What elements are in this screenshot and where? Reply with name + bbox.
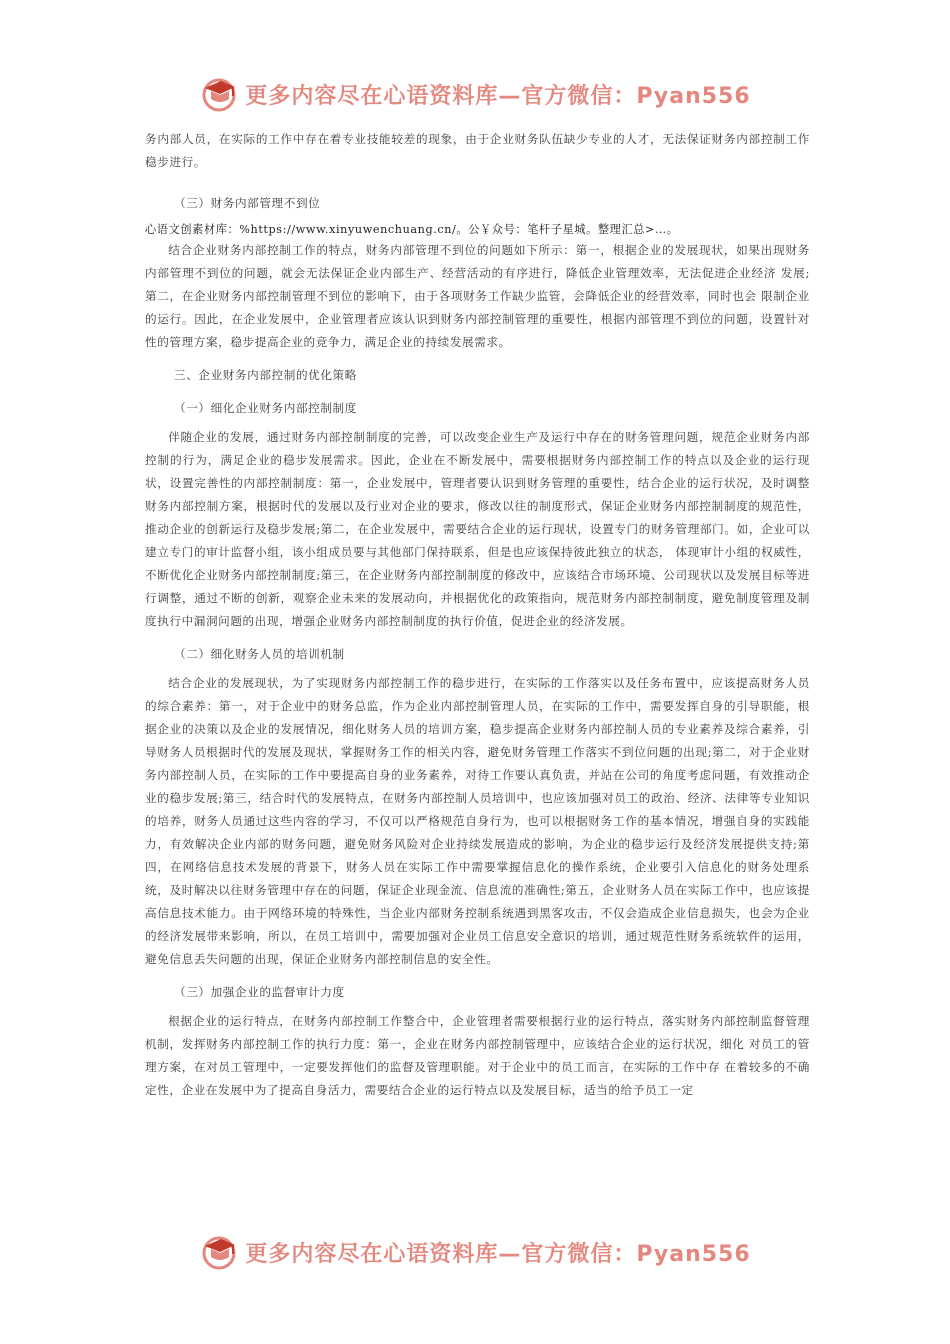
section-heading: （一）细化企业财务内部控制制度 (174, 401, 357, 415)
paragraph: 结合企业财务内部控制工作的特点，财务内部管理不到位的问题如下所示：第一，根据企业的发展现状，如果出现财务内部管理不到位的问题，就会无法保证企业内部生产、经营活动的有序进行，降低企业管理效率，无法促进企业经济 发展;第二，在企业财务内部控制管理不到位的影响下，由于各项财务工作缺少监管，会降低企业的经营效率，同时也会 限制企业的运行。因此，在企业发展中，企业管理者应该认识到财务内部控制管理的重要性，根据内部管理不到位的问题，设置针对性的管理方案，稳步提高企业的竞争力，满足企业的持续发展需求。 (145, 243, 810, 349)
paragraph: 结合企业的发展现状，为了实现财务内部控制工作的稳步进行，在实际的工作落实以及任务布置中，应该提高财务人员的综合素养：第一，对于企业中的财务总监，作为企业内部控制管理人员，在实际的工作中，需要发挥自身的引导职能，根据企业的决策以及企业的发展情况，细化财务人员的培训方案，稳步提高企业财务内部控制人员的专业素养及综合素养，引导财务人员根据时代的发展及现状，掌握财务工作的相关内容，避免财务管理工作落实不到位问题的出现;第二，对于企业财务内部控制人员，在实际的工作中要提高自身的业务素养，对待工作要认真负责，并站在公司的角度考虑问题，有效推动企业的稳步发展;第三，结合时代的发展特点，在财务内部控制人员培训中，也应该加强对员工的政治、经济、法律等专业知识的培养，财务人员通过这些内容的学习，不仅可以严格规范自身行为，也可以根据财务工作的基本情况，增强自身的实践能力，有效解决企业内部的财务问题，避免财务风险对企业持续发展造成的影响，为企业的稳步运行及经济发展提供支持;第四，在网络信息技术发展的背景下，财务人员在实际工作中需要掌握信息化的操作系统，企业要引入信息化的财务处理系统，及时解决以往财务管理中存在的问题，保证企业现金流、信息流的准确性;第五，企业财务人员在实际工作中，也应该提高信息技术能力。由于网络环境的特殊性，当企业内部财务控制系统遇到黑客攻击，不仅会造成企业信息损失，也会为企业的经济发展带来影响，所以，在员工培训中，需要加强对企业员工信息安全意识的培训，通过规范性财务系统软件的运用，避免信息丢失问题的出现，保证企业财务内部控制信息的安全性。 (145, 676, 810, 966)
section-heading: （二）细化财务人员的培训机制 (174, 647, 345, 661)
banner-text: 更多内容尽在心语资料库—官方微信：Pyan556 (245, 83, 751, 109)
mortarboard-logo-icon (199, 74, 239, 114)
document-body (145, 128, 810, 1102)
section-heading: （三）财务内部管理不到位 (174, 196, 321, 210)
mortarboard-logo-icon (199, 1232, 239, 1272)
banner-text: 更多内容尽在心语资料库—官方微信：Pyan556 (245, 1241, 751, 1267)
section-heading: （三）加强企业的监督审计力度 (174, 985, 345, 999)
watermark-text: 心语文创素材库：%https://www.xinyuwenchuang.cn/。公￥众号：笔杆子星城。整理汇总>…。 (145, 223, 679, 236)
paragraph: 伴随企业的发展，通过财务内部控制制度的完善，可以改变企业生产及运行中存在的财务管理问题，规范企业财务内部控制的行为，满足企业的稳步发展需求。因此，企业在不断发展中，需要根据财务内部控制工作的特点以及企业的运行现状，设置完善性的内部控制制度：第一，企业发展中，管理者要认识到财务管理的重要性，结合企业的运行状况，及时调整财务内部控制方案，根据时代的发展以及行业对企业的要求，修改以往的制度形式，保证企业财务内部控制制度的规范性，推动企业的创新运行及稳步发展;第二，在企业发展中，需要结合企业的运行现状，设置专门的财务管理部门。如，企业可以建立专门的审计监督小组，该小组成员要与其他部门保持联系，但是也应该保持彼此独立的状态， 体现审计小组的权威性，不断优化企业财务内部控制制度;第三，在企业财务内部控制制度的修改中，应该结合市场环境、公司现状以及发展目标等进行调整，通过不断的创新，观察企业未来的发展动向，并根据优化的政策指向，规范财务内部控制制度，避免制度管理及制度执行中漏洞问题的出现，增强企业财务内部控制制度的执行价值，促进企业的经济发展。 (145, 430, 810, 628)
paragraph: 根据企业的运行特点，在财务内部控制工作整合中，企业管理者需要根据行业的运行特点，落实财务内部控制监督管理机制，发挥财务内部控制工作的执行力度：第一，企业在财务内部控制管理中，应该结合企业的运行状况，细化 对员工的管理方案，在对员工管理中，一定要发挥他们的监督及管理职能。对于企业中的员工而言，在实际的工作中存 在着较多的不确定性，企业在发展中为了提高自身活力，需要结合企业的运行特点以及发展目标，适当的给予员工一定 (145, 1014, 810, 1097)
footer-banner (0, 1230, 950, 1274)
paragraph: 务内部人员，在实际的工作中存在着专业技能较差的现象，由于企业财务队伍缺少专业的人才，无法保证财务内部控制工作稳步进行。 (145, 132, 810, 169)
header-banner (0, 72, 950, 116)
section-heading: 三、企业财务内部控制的优化策略 (174, 368, 357, 382)
